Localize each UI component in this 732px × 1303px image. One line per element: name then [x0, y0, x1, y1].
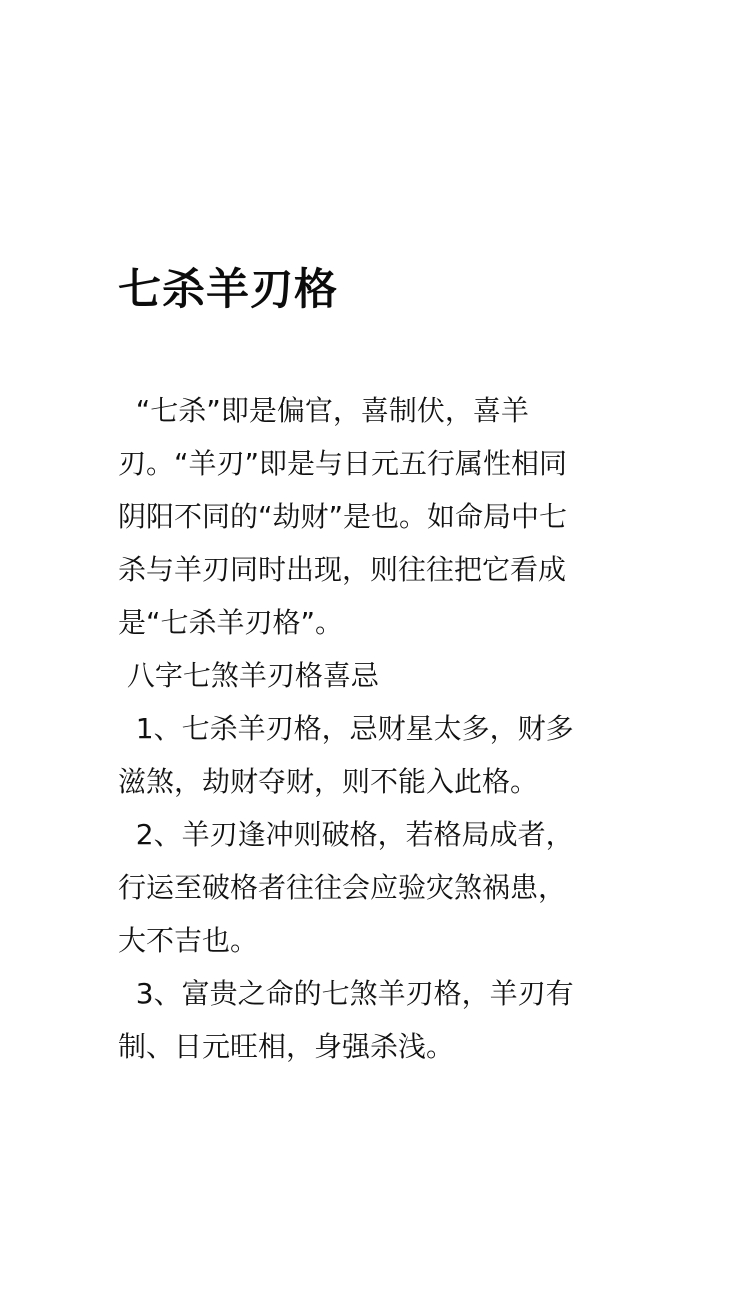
article-body — [118, 384, 638, 1073]
body-line: 1、七杀羊刃格，忌财星太多，财多 — [118, 712, 574, 745]
body-line: 行运至破格者往往会应验灾煞祸患， — [118, 871, 567, 904]
section-heading: 八字七煞羊刃格喜忌 — [118, 659, 379, 692]
body-line: 大不吉也。 — [118, 924, 259, 957]
body-line: “七杀”即是偏官，喜制伏，喜羊 — [118, 394, 529, 427]
body-line: 滋煞，劫财夺财，则不能入此格。 — [118, 765, 539, 798]
body-line: 杀与羊刃同时出现，则往往把它看成 — [118, 553, 567, 586]
body-line: 是“七杀羊刃格”。 — [118, 606, 344, 639]
body-line: 2、羊刃逢冲则破格，若格局成者， — [118, 818, 574, 851]
article-title: 七杀羊刃格 — [118, 265, 338, 315]
body-line: 刃。“羊刃”即是与日元五行属性相同 — [118, 447, 568, 480]
body-line: 制、日元旺相，身强杀浅。 — [118, 1030, 455, 1063]
body-line: 阴阳不同的“劫财”是也。如命局中七 — [118, 500, 568, 533]
body-line: 3、富贵之命的七煞羊刃格，羊刃有 — [118, 977, 574, 1010]
